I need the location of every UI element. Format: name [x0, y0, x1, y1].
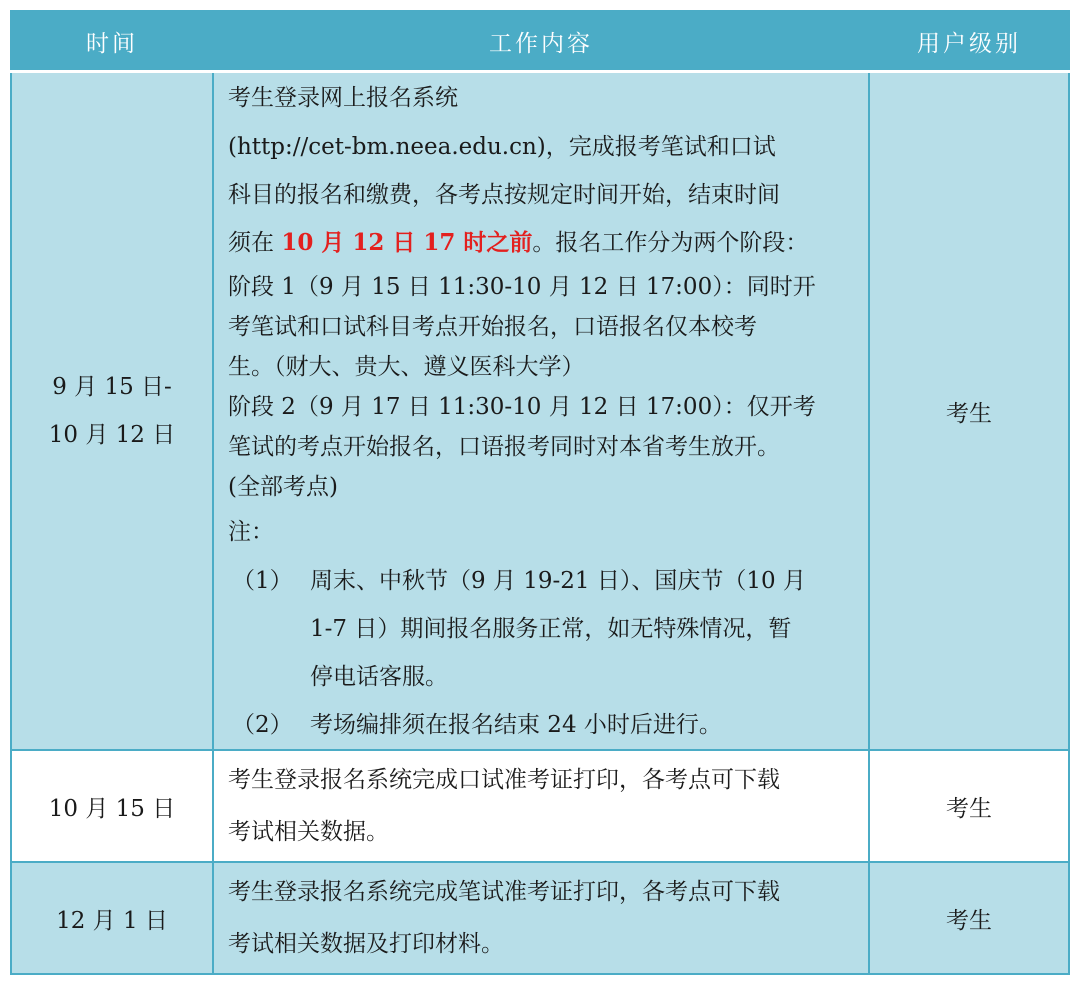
deadline-pre: 须在 [228, 230, 282, 256]
note-item [228, 701, 858, 749]
table-header-row [11, 11, 1069, 72]
deadline-highlight: 10 月 12 日 17 时之前 [281, 229, 533, 256]
stage2-line: 笔试的考点开始报名，口语报考同时对本省考生放开。 [228, 434, 780, 460]
stage2-line: (全部考点) [228, 474, 338, 500]
content-line: (http://cet-bm.neea.edu.cn)，完成报考笔试和口试 [228, 134, 776, 160]
content-cell [213, 750, 869, 862]
note-text: 周末、中秋节（9 月 19-21 日）、国庆节（10 月 [310, 568, 806, 594]
stage1-line: 考笔试和口试科目考点开始报名，口语报名仅本校考 [228, 314, 757, 340]
note-text: 1-7 日）期间报名服务正常，如无特殊情况，暂 [310, 616, 792, 642]
content-line: 科目的报名和缴费，各考点按规定时间开始，结束时间 [228, 182, 780, 208]
stage1-line: 生。（财大、贵大、遵义医科大学） [228, 354, 585, 380]
note-item [228, 557, 858, 701]
note-text: 停电话客服。 [310, 664, 448, 690]
deadline-line [228, 219, 858, 267]
header-time: 时间 [11, 11, 213, 72]
date-cell: 10 月 15 日 [11, 750, 213, 862]
user-level-cell: 考生 [869, 72, 1069, 751]
user-level-cell: 考生 [869, 862, 1069, 974]
note-label: 注： [228, 519, 274, 545]
stage1-line: 阶段 1（9 月 15 日 11:30-10 月 12 日 17:00）：同时开 [228, 274, 816, 300]
content-cell [213, 72, 869, 751]
content-line: 考生登录网上报名系统 [228, 85, 458, 111]
deadline-post: 。报名工作分为两个阶段： [532, 230, 809, 256]
content-line: 考试相关数据及打印材料。 [228, 931, 504, 957]
note-text: 考场编排须在报名结束 24 小时后进行。 [310, 712, 722, 738]
note-number: （1） [232, 568, 293, 594]
stage2-line: 阶段 2（9 月 17 日 11:30-10 月 12 日 17:00）：仅开考 [228, 394, 816, 420]
content-line: 考生登录报名系统完成笔试准考证打印，各考点可下载 [228, 879, 780, 905]
table-row [11, 72, 1069, 751]
schedule-table [10, 10, 1070, 975]
header-content: 工作内容 [213, 11, 869, 72]
content-line: 考生登录报名系统完成口试准考证打印，各考点可下载 [228, 767, 780, 793]
date-line: 10 月 12 日 [48, 422, 176, 448]
table-row [11, 750, 1069, 862]
date-line: 9 月 15 日- [52, 374, 172, 400]
content-cell [213, 862, 869, 974]
date-cell [11, 72, 213, 751]
user-level-cell: 考生 [869, 750, 1069, 862]
note-number: （2） [232, 712, 293, 738]
content-line: 考试相关数据。 [228, 819, 389, 845]
date-cell: 12 月 1 日 [11, 862, 213, 974]
header-user-level: 用户级别 [869, 11, 1069, 72]
table-row [11, 862, 1069, 974]
